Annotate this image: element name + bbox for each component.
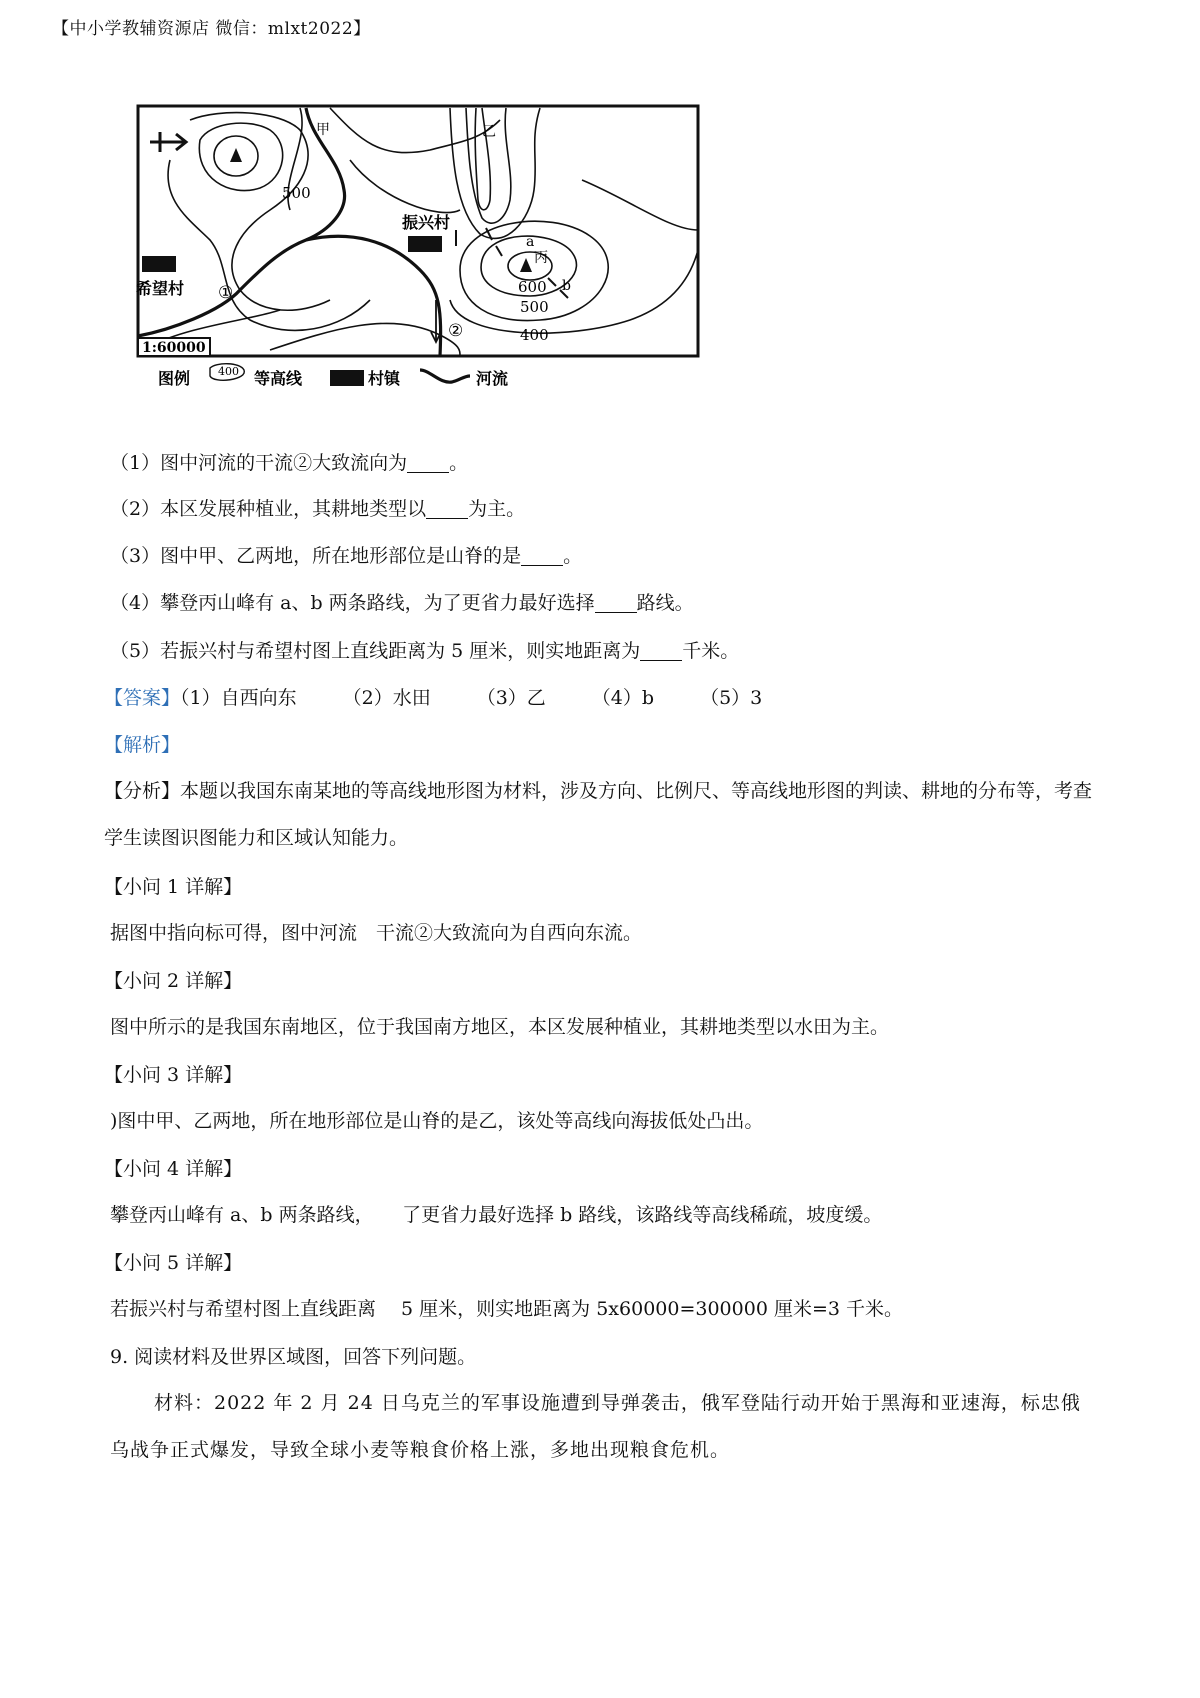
question-5: （5）若振兴村与希望村图上直线距离为 5 厘米，则实地距离为 千米。 [110,640,740,662]
contour-map [130,100,710,430]
contour-map-figure [130,100,710,430]
detail-3-title: 【小问 3 详解】 [104,1064,243,1086]
legend-contour: 等高线 [254,369,303,388]
answer-blank[interactable] [640,641,682,661]
contour-label-500b: 500 [520,298,549,316]
contour-label-600: 600 [518,278,547,296]
label-bing: 丙 [534,250,548,266]
question-4: （4）攀登丙山峰有 a、b 两条路线，为了更省力最好选择 路线。 [110,592,694,614]
detail-5-text: 若振兴村与希望村图上直线距离 5 厘米，则实地距离为 5x60000=300000 厘米=3 千米。 [110,1298,903,1320]
detail-4-text: 攀登丙山峰有 a、b 两条路线， 了更省力最好选择 b 路线，该路线等高线稀疏，坡度缓。 [110,1204,883,1226]
peak-contours-left [199,123,282,190]
detail-1-title: 【小问 1 详解】 [104,876,243,898]
detail-4-title: 【小问 4 详解】 [104,1158,243,1180]
label-a: a [526,234,535,250]
legend-contour-value: 400 [218,365,239,378]
label-b: b [562,278,571,294]
detail-5-title: 【小问 5 详解】 [104,1252,243,1274]
legend-river: 河流 [476,369,509,388]
peak-bing-triangle-icon [520,258,532,272]
scale-label: 1:60000 [142,340,206,356]
answer-blank[interactable] [426,499,468,519]
label-river-1: ① [218,283,234,303]
jiexi-label: 【解析】 [104,734,181,756]
label-jia: 甲 [316,122,330,138]
analysis-paragraph: 【分析】本题以我国东南某地的等高线地形图为材料，涉及方向、比例尺、等高线地形图的判读、耕地的分布等，考查学生读图识图能力和区域认知能力。 [104,780,1093,849]
label-zhenxing: 振兴村 [402,213,451,232]
contour-label-500a: 500 [282,184,311,202]
detail-1-text: 据图中指向标可得，图中河流 干流②大致流向为自西向东流。 [110,922,643,944]
north-arrow-icon [150,132,186,152]
detail-2-text: 图中所示的是我国东南地区，位于我国南方地区，本区发展种植业，其耕地类型以水田为主。 [110,1016,890,1038]
detail-2-title: 【小问 2 详解】 [104,970,243,992]
detail-3-text: )图中甲、乙两地，所在地形部位是山脊的是乙，该处等高线向海拔低处凸出。 [110,1110,764,1132]
legend-title: 图例 [158,369,191,388]
village-zhenxing-icon [408,236,442,252]
contour-lines [150,108,698,356]
legend-village-icon [330,370,364,386]
page-header: 【中小学教辅资源店 微信：mlxt2022】 [52,19,371,39]
answer-line: 【答案】（1）自西向东 （2）水田 （3）乙 （4）b （5）3 [104,687,763,709]
village-xiwang-icon [142,256,176,272]
answer-blank[interactable] [407,453,449,473]
peak-triangle-icon [230,148,242,162]
legend-village: 村镇 [368,369,401,388]
label-xiwang: 希望村 [136,279,185,298]
legend-river-icon [420,370,470,382]
question-9: 9. 阅读材料及世界区域图，回答下列问题。 [110,1346,477,1368]
answer-blank[interactable] [521,546,563,566]
question-3: （3）图中甲、乙两地，所在地形部位是山脊的是 。 [110,545,583,567]
contour-label-400: 400 [520,326,549,344]
legend [158,364,508,388]
label-river-2: ② [448,321,464,341]
question-2: （2）本区发展种植业，其耕地类型以 为主。 [110,498,526,520]
label-yi: 乙 [482,124,496,140]
answer-label: 【答案】 [104,687,181,709]
question-1: （1）图中河流的干流②大致流向为 。 [110,452,469,474]
answer-blank[interactable] [595,593,637,613]
material-paragraph: 材料：2022 年 2 月 24 日乌克兰的军事设施遭到导弹袭击，俄军登陆行动开始于黑海和亚速海，标忠俄乌战争正式爆发，导致全球小麦等粮食价格上涨，多地出现粮食危机。 [110,1392,1081,1461]
